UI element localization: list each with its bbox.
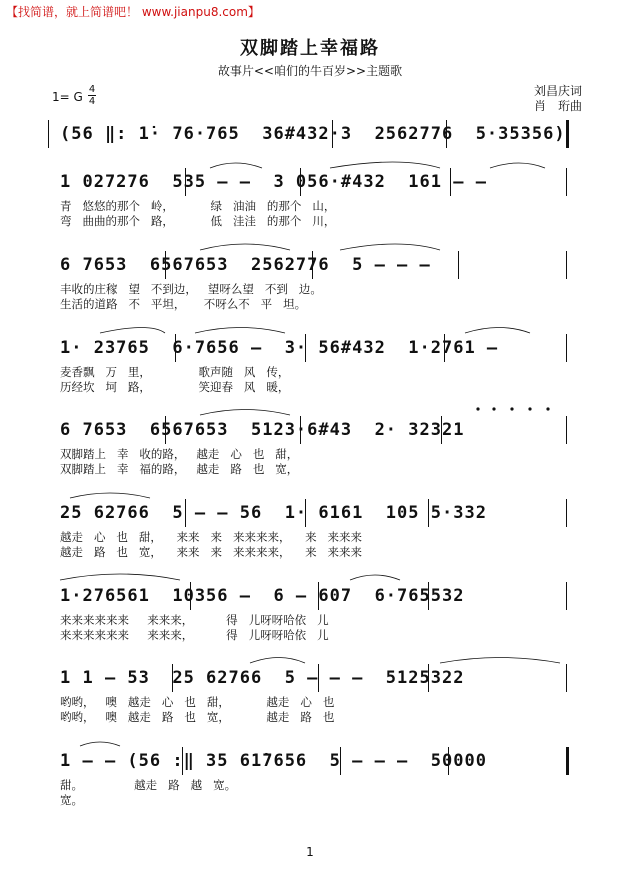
song-subtitle: 故事片<<咱们的牛百岁>>主题歌 [217, 64, 403, 78]
lyric-verse-2: 越走 路 也 宽， 来来 来 来来来来， 来 来来来 [60, 545, 363, 559]
notation-line: 6 7653 6567653 2562776 5 — — — [60, 255, 431, 275]
lyric-verse-2: 双脚踏上 幸 福的路， 越走 路 也 宽， [60, 462, 299, 476]
time-signature-top: 4 [88, 84, 96, 95]
lyric-verse-1: 丰收的庄稼 望 不到边， 望呀么望 不到 边。 [60, 282, 322, 296]
time-signature-bottom: 4 [88, 96, 96, 107]
lyric-verse-1: 麦香飘 万 里， 歌声随 风 传， [60, 365, 290, 379]
lyricist-credit: 刘昌庆词 [533, 84, 582, 98]
notation-line: 1 027276 535 — — 3 056·#432 161 — — [60, 172, 487, 192]
lyric-verse-2: 历经坎 坷 路， 笑迎春 风 暖， [60, 380, 290, 394]
lyric-verse-1: 越走 心 也 甜， 来来 来 来来来来， 来 来来来 [60, 530, 363, 544]
lyric-verse-2: 弯 曲曲的那个 路， 低 洼洼 的那个 川， [60, 214, 336, 228]
notation-line: 1 — — (56 :‖ 35 61̇7656 5 — — — 50000 [60, 751, 487, 771]
notation-line: 1·276561 10356 — 6 — 607 6·765532 [60, 586, 465, 606]
notation-line: 1· 23765 6·7656 — 3· 56#432 1·2761 — [60, 338, 499, 358]
song-title: 双脚踏上幸福路 [240, 38, 380, 59]
lyric-verse-2: 哟哟， 噢 越走 路 也 宽， 越走 路 也 [60, 710, 335, 724]
lyric-verse-2: 来来来来来来 来来来， 得 儿呀呀哈依 儿 [60, 628, 329, 642]
lyric-verse-1: 甜。 越走 路 越 宽。 [60, 778, 237, 792]
site-banner[interactable]: 【找简谱，就上简谱吧！ www.jianpu8.com】 [6, 5, 260, 19]
notation-line: 1 1 — 53 25 62766 5 — — — 5125322 [60, 668, 465, 688]
key-signature: 1= G [52, 90, 83, 104]
time-signature [88, 85, 96, 106]
lyric-verse-1: 哟哟， 噢 越走 心 也 甜， 越走 心 也 [60, 695, 335, 709]
lyric-verse-2: 生活的道路 不 平坦， 不呀么不 平 坦。 [60, 297, 307, 311]
lyric-verse-1: 青 悠悠的那个 岭， 绿 油油 的那个 山， [60, 199, 336, 213]
lyric-verse-2: 宽。 [60, 793, 83, 807]
lyric-verse-1: 来来来来来来 来来来， 得 儿呀呀哈依 儿 [60, 613, 329, 627]
notation-line: 6 7653 6567653 5123·6#43 2· 32321 [60, 420, 465, 440]
lyric-verse-1: 双脚踏上 幸 收的路， 越走 心 也 甜， [60, 447, 299, 461]
composer-credit: 肖 珩曲 [533, 99, 582, 113]
notation-line: (56 ‖: 1̇· 76·765 36#432·3 2562776 5·35356) [60, 124, 566, 144]
notation-line: 25 62766 5 — — 56 1· 6161 105 5·332 [60, 503, 487, 523]
page-number: 1 [306, 845, 314, 859]
